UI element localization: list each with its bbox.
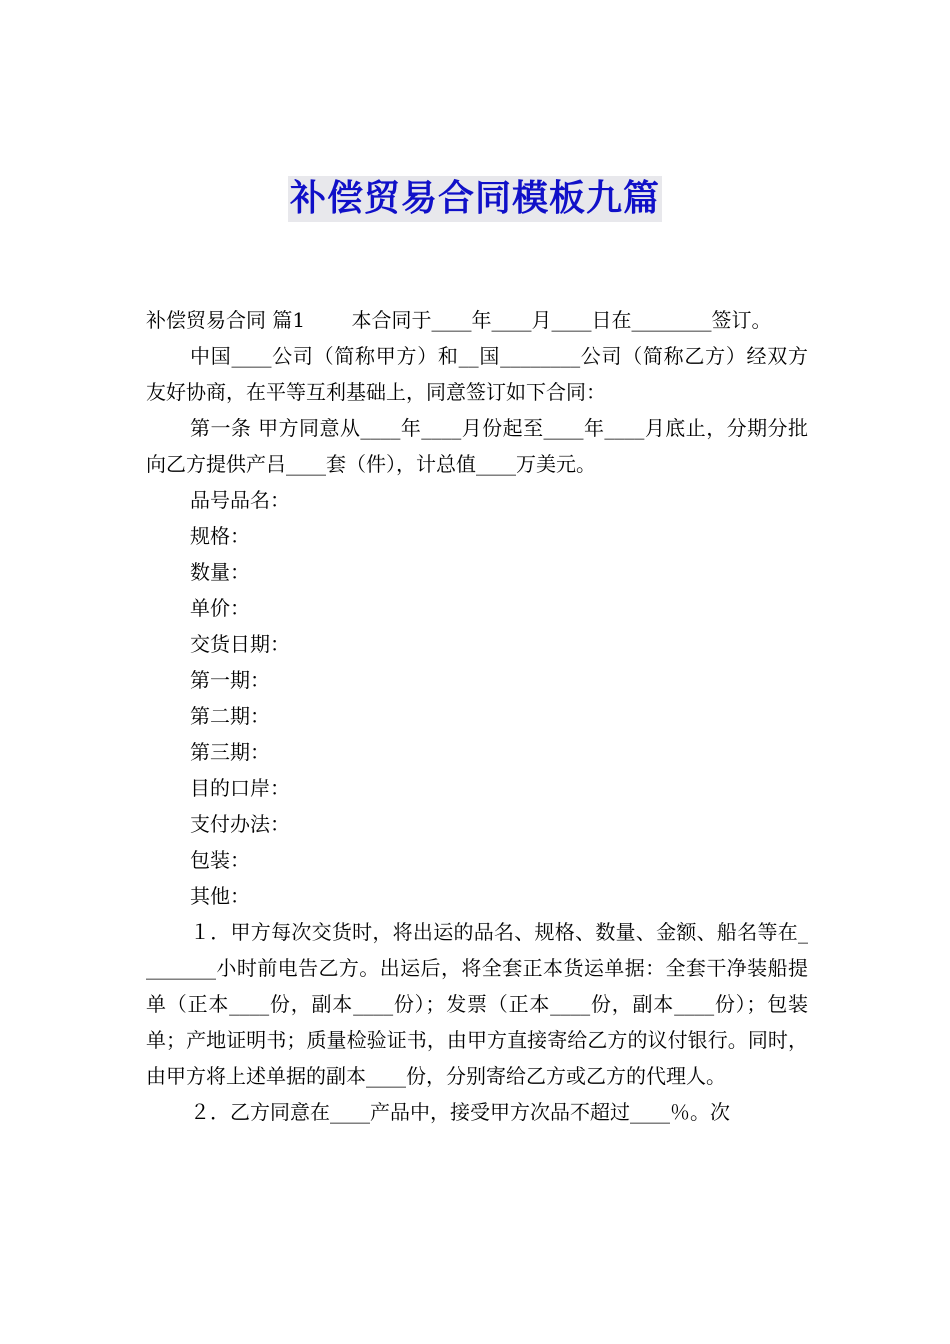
paragraph-clause-1: １．甲方每次交货时，将出运的品名、规格、数量、金额、船名等在________小时前电告乙方。出运后，将全套正本货运单据：全套干净装船提单（正本____份，副本____份）；发票（正本____份，副本____份）；包装单；产地证明书；质量检验证书，由甲方直接寄给乙方的议付银行。同时，由甲方将上述单据的副本____份，分别寄给乙方或乙方的代理人。 xyxy=(146,920,808,1088)
field-phase-3: 第三期： xyxy=(190,740,270,764)
document-body xyxy=(146,302,808,1130)
field-quantity: 数量： xyxy=(190,560,250,584)
paragraph-article-1: 第一条 甲方同意从____年____月份起至____年____月底止，分期分批向乙方提供产吕____套（件），计总值____万美元。 xyxy=(146,416,808,476)
field-delivery-date: 交货日期： xyxy=(190,632,290,656)
document-title: 补偿贸易合同模板九篇 xyxy=(288,176,662,222)
paragraph-opening: 补偿贸易合同 篇1 本合同于____年____月____日在________签订。 xyxy=(146,308,772,332)
paragraph-parties: 中国____公司（简称甲方）和__国________公司（简称乙方）经双方友好协商，在平等互利基础上，同意签订如下合同： xyxy=(146,344,808,404)
field-packaging: 包装： xyxy=(190,848,250,872)
field-payment-method: 支付办法： xyxy=(190,812,290,836)
field-destination-port: 目的口岸： xyxy=(190,776,290,800)
title-container xyxy=(0,176,950,222)
field-product-name: 品号品名： xyxy=(190,488,290,512)
field-phase-2: 第二期： xyxy=(190,704,270,728)
field-phase-1: 第一期： xyxy=(190,668,270,692)
paragraph-clause-2: ２．乙方同意在____产品中，接受甲方次品不超过____％。次 xyxy=(190,1100,730,1124)
field-unit-price: 单价： xyxy=(190,596,250,620)
field-other: 其他： xyxy=(190,884,250,908)
field-specification: 规格： xyxy=(190,524,250,548)
